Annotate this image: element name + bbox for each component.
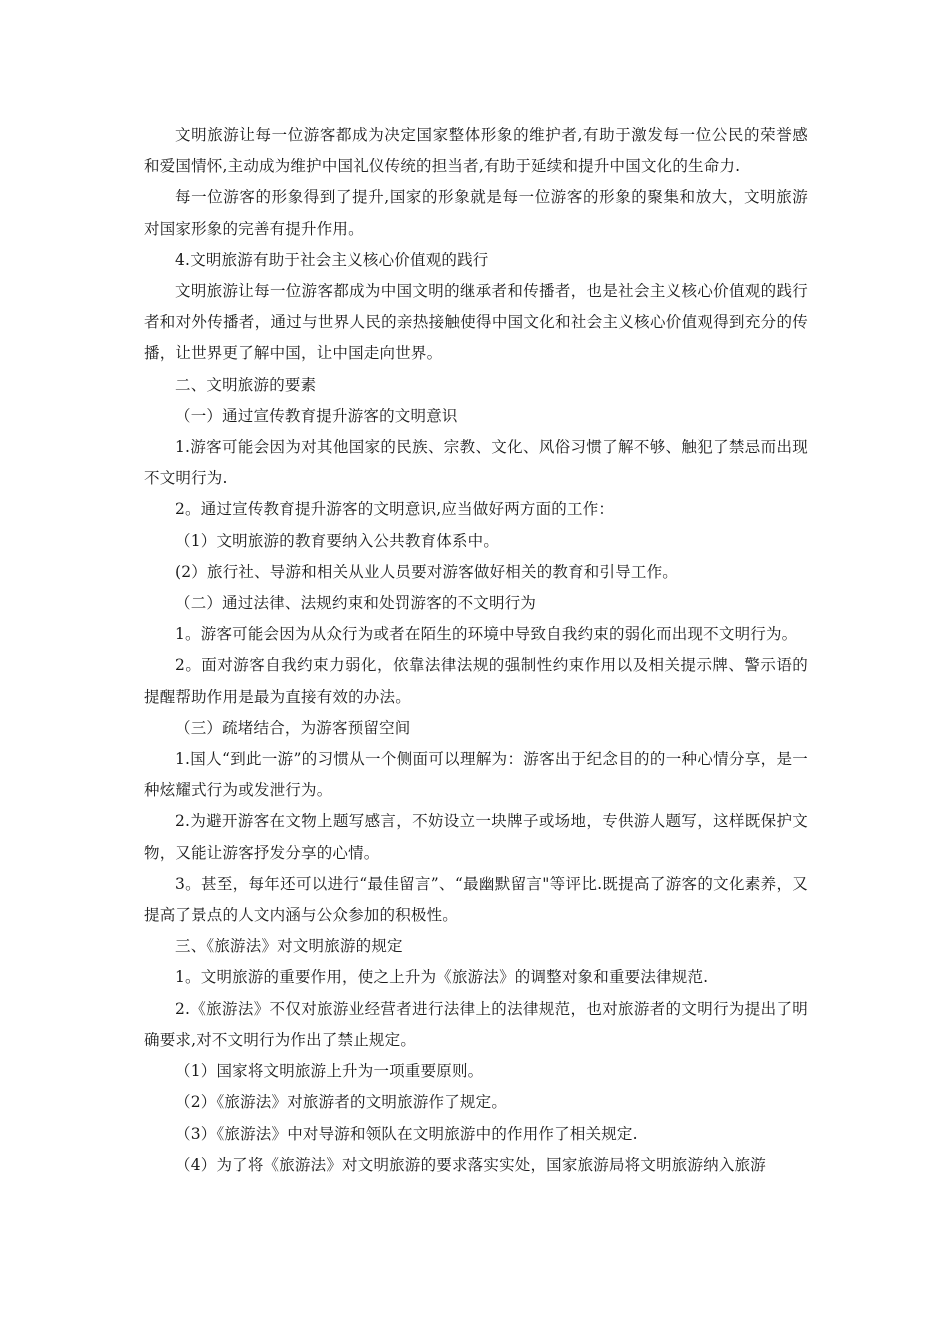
paragraph: 1。游客可能会因为从众行为或者在陌生的环境中导致自我约束的弱化而出现不文明行为。 bbox=[175, 625, 798, 644]
paragraph: 1.国人“到此一游”的习惯从一个侧面可以理解为：游客出于纪念目的的一种心情分享，是一种炫耀式行为或发泄行为。 bbox=[144, 750, 808, 800]
list-item: （4）为了将《旅游法》对文明旅游的要求落实实处，国家旅游局将文明旅游纳入旅游 bbox=[175, 1155, 766, 1174]
paragraph: 1。文明旅游的重要作用，使之上升为《旅游法》的调整对象和重要法律规范. bbox=[175, 968, 709, 987]
list-item: （1）文明旅游的教育要纳入公共教育体系中。 bbox=[175, 531, 500, 550]
paragraph: 3。甚至，每年还可以进行“最佳留言”、“最幽默留言"等评比.既提高了游客的文化素养，又提高了景点的人文内涵与公众参加的积极性。 bbox=[144, 874, 808, 925]
subsection-heading: （一）通过宣传教育提升游客的文明意识 bbox=[175, 406, 458, 425]
paragraph: 2.《旅游法》不仅对旅游业经营者进行法律上的法律规范，也对旅游者的文明行为提出了明确要求,对不文明行为作出了禁止规定。 bbox=[144, 999, 808, 1049]
section-heading: 二、文明旅游的要素 bbox=[175, 375, 317, 394]
list-item: （1）国家将文明旅游上升为一项重要原则。 bbox=[175, 1062, 484, 1081]
list-item: （3）《旅游法》中对导游和领队在文明旅游中的作用作了相关规定. bbox=[175, 1124, 638, 1143]
paragraph: 文明旅游让每一位游客都成为中国文明的继承者和传播者，也是社会主义核心价值观的践行者和对外传播者，通过与世界人民的亲热接触使得中国文化和社会主义核心价值观得到充分的传播，让世界更了解中国，让中国走向世界。 bbox=[144, 282, 808, 363]
subsection-heading: （二）通过法律、法规约束和处罚游客的不文明行为 bbox=[175, 594, 537, 613]
paragraph: 文明旅游让每一位游客都成为决定国家整体形象的维护者,有助于激发每一位公民的荣誉感和爱国情怀,主动成为维护中国礼仪传统的担当者,有助于延续和提升中国文化的生命力. bbox=[144, 126, 808, 176]
paragraph: 每一位游客的形象得到了提升,国家的形象就是每一位游客的形象的聚集和放大，文明旅游对国家形象的完善有提升作用。 bbox=[144, 188, 808, 238]
subsection-heading: （三）疏堵结合，为游客预留空间 bbox=[175, 718, 411, 737]
section-heading: 三、《旅游法》对文明旅游的规定 bbox=[175, 937, 403, 956]
subsection-heading: 4.文明旅游有助于社会主义核心价值观的践行 bbox=[175, 250, 489, 269]
paragraph: 2。面对游客自我约束力弱化，依靠法律法规的强制性约束作用以及相关提示牌、警示语的提醒帮助作用是最为直接有效的办法。 bbox=[144, 656, 808, 706]
list-item: (2）旅行社、导游和相关从业人员要对游客做好相关的教育和引导工作。 bbox=[175, 562, 679, 581]
paragraph: 2。通过宣传教育提升游客的文明意识,应当做好两方面的工作： bbox=[175, 500, 615, 519]
list-item: （2）《旅游法》对旅游者的文明旅游作了规定。 bbox=[175, 1093, 508, 1112]
paragraph: 1.游客可能会因为对其他国家的民族、宗教、文化、风俗习惯了解不够、触犯了禁忌而出现不文明行为. bbox=[144, 438, 808, 488]
document-page bbox=[144, 120, 808, 1181]
paragraph: 2.为避开游客在文物上题写感言，不妨设立一块牌子或场地，专供游人题写，这样既保护文物，又能让游客抒发分享的心情。 bbox=[144, 812, 808, 862]
